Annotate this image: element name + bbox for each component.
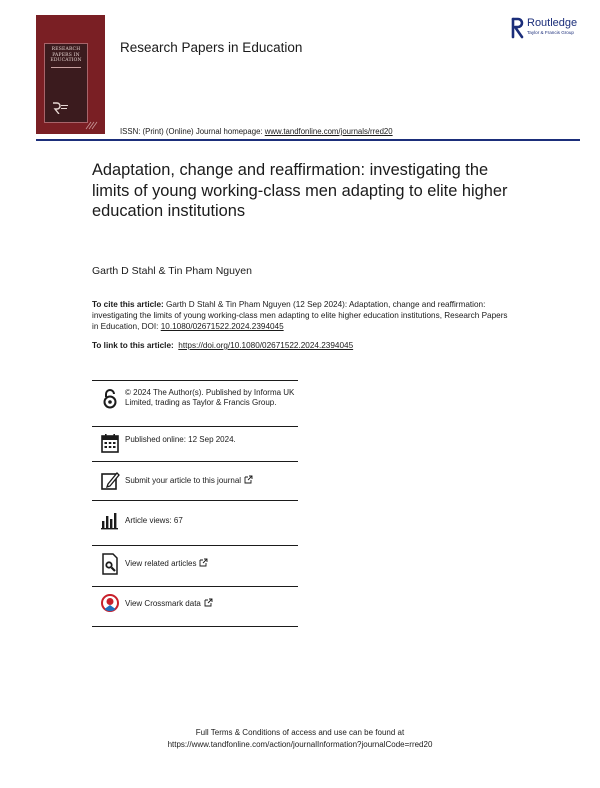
external-link-icon bbox=[244, 475, 253, 484]
issn-prefix: ISSN: (Print) (Online) Journal homepage: bbox=[120, 127, 265, 136]
crossmark-icon bbox=[100, 593, 120, 615]
cover-title-line: EDUCATION bbox=[50, 58, 82, 63]
submit-article-text[interactable] bbox=[125, 475, 300, 486]
routledge-r-icon bbox=[511, 17, 525, 39]
journal-cover-image bbox=[36, 15, 105, 134]
external-link-icon bbox=[204, 598, 213, 607]
related-articles-text[interactable] bbox=[125, 558, 300, 569]
citation-label: To cite this article: bbox=[92, 300, 164, 309]
article-views-item bbox=[92, 510, 302, 550]
crossmark-text[interactable] bbox=[125, 598, 300, 609]
related-articles-label: View related articles bbox=[125, 559, 197, 568]
footer bbox=[0, 727, 600, 751]
external-link-icon bbox=[199, 558, 208, 567]
cover-decoration bbox=[85, 120, 99, 130]
cover-panel bbox=[44, 43, 88, 123]
submit-article-label: Submit your article to this journal bbox=[125, 476, 242, 485]
info-divider bbox=[92, 461, 298, 462]
info-divider bbox=[92, 500, 298, 501]
citation-doi-link[interactable]: 10.1080/02671522.2024.2394045 bbox=[160, 322, 284, 331]
info-divider bbox=[92, 545, 298, 546]
article-views-text: Article views: 67 bbox=[125, 516, 183, 525]
related-articles-icon bbox=[100, 553, 120, 575]
info-divider bbox=[92, 626, 298, 627]
submit-article-item[interactable] bbox=[92, 470, 302, 510]
article-title: Adaptation, change and reaffirmation: investigating the limits of young working-class men adapting to elite higher education institutions bbox=[92, 161, 508, 220]
cover-title-line: PAPERS IN bbox=[52, 52, 80, 58]
cover-title-line: RESEARCH bbox=[51, 47, 81, 52]
link-label: To link to this article: bbox=[92, 341, 174, 350]
footer-terms-text: Full Terms & Conditions of access and use can be found at bbox=[195, 728, 405, 737]
cover-title bbox=[45, 44, 87, 64]
open-access-text: © 2024 The Author(s). Published by Informa UK Limited, trading as Taylor & Francis Group. bbox=[125, 388, 295, 407]
article-doi-link[interactable]: https://doi.org/10.1080/02671522.2024.2394045 bbox=[178, 341, 354, 350]
cover-publisher-logo bbox=[51, 102, 69, 114]
issn-line bbox=[120, 127, 393, 136]
published-online-text: Published online: 12 Sep 2024. bbox=[125, 435, 236, 444]
article-link-line bbox=[92, 341, 353, 350]
citation-block bbox=[92, 299, 512, 332]
publisher-logo[interactable] bbox=[511, 17, 591, 41]
info-divider bbox=[92, 426, 298, 427]
open-access-item bbox=[92, 388, 302, 428]
open-access-icon bbox=[100, 388, 120, 410]
citation-text: Garth D Stahl & Tin Pham Nguyen (12 Sep 2024): Adaptation, change and reaffirmation: investigating the limits of young working-class men adapting to elite higher education institutions, Research Papers in Education, DOI: bbox=[92, 300, 508, 331]
crossmark-label: View Crossmark data bbox=[125, 599, 201, 608]
journal-homepage-link[interactable]: www.tandfonline.com/journals/rred20 bbox=[264, 127, 393, 136]
related-articles-item[interactable] bbox=[92, 553, 302, 593]
footer-terms-link[interactable]: https://www.tandfonline.com/action/journalInformation?journalCode=rred20 bbox=[167, 740, 433, 749]
header-divider bbox=[36, 139, 580, 141]
published-online-item bbox=[92, 433, 302, 473]
journal-title[interactable]: Research Papers in Education bbox=[120, 40, 303, 55]
submit-article-icon bbox=[100, 470, 120, 492]
publisher-tagline: Taylor & Francis Group bbox=[527, 30, 574, 35]
article-authors: Garth D Stahl & Tin Pham Nguyen bbox=[92, 265, 252, 277]
info-divider bbox=[92, 380, 298, 381]
calendar-icon bbox=[100, 433, 120, 455]
crossmark-item[interactable] bbox=[92, 593, 302, 633]
info-divider bbox=[92, 586, 298, 587]
bar-chart-icon bbox=[100, 510, 120, 532]
publisher-name: Routledge bbox=[527, 17, 578, 29]
cover-divider bbox=[51, 67, 81, 68]
